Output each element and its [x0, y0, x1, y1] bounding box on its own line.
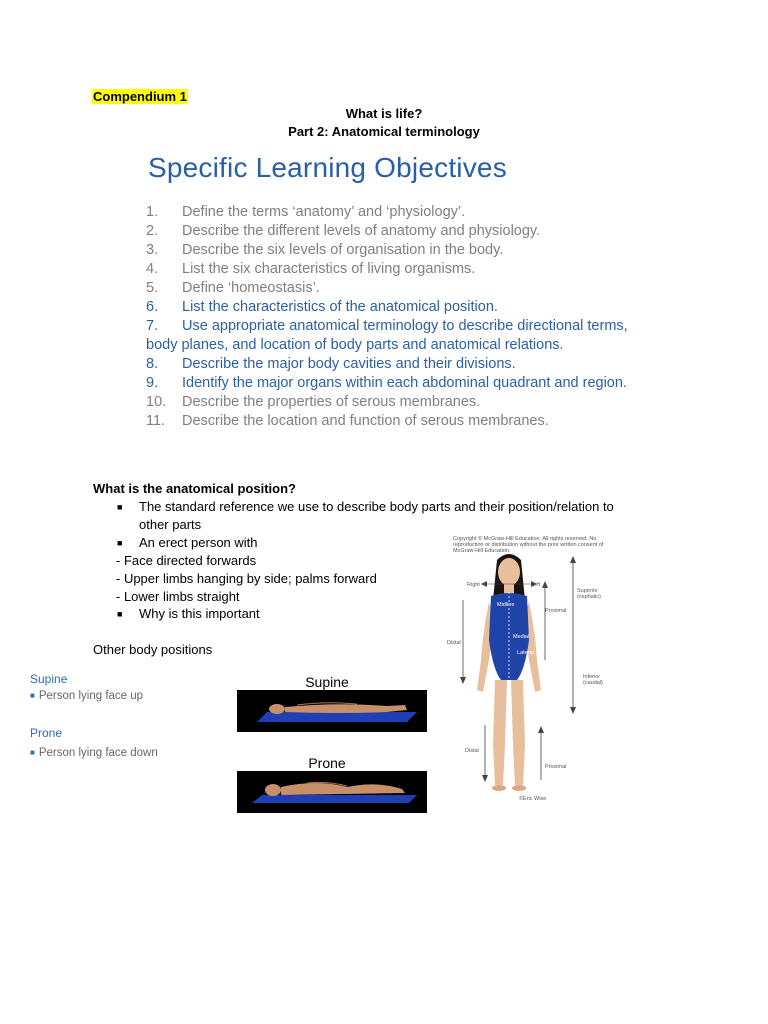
- prone-figure-illustration: [237, 771, 427, 813]
- dash-item-2: - Upper limbs hanging by side; palms forward: [116, 571, 377, 586]
- objective-item: [146, 241, 636, 260]
- objectives-heading: Specific Learning Objectives: [148, 152, 507, 183]
- supine-description-text: Person lying face up: [38, 690, 144, 702]
- bullet-1-text: The standard reference we use to describe body parts and their position/relation to: [139, 499, 614, 514]
- objective-item: [146, 355, 636, 374]
- square-bullet-icon: ■: [30, 748, 35, 757]
- label-superior: Superior (cephalic): [577, 588, 601, 600]
- bullet-square-icon: ■: [117, 538, 123, 548]
- other-positions-heading: Other body positions: [93, 642, 213, 657]
- objective-number: 9.: [146, 375, 159, 391]
- square-bullet-icon: ■: [30, 691, 35, 700]
- label-proximal-leg: Proximal: [545, 764, 567, 770]
- label-right: Right: [467, 582, 480, 588]
- dash-item-1: - Face directed forwards: [116, 553, 257, 568]
- objective-item: [146, 222, 636, 241]
- prone-caption: Prone: [308, 755, 346, 771]
- objective-number: 5.: [146, 280, 159, 296]
- compendium-highlight: Compendium 1: [93, 89, 187, 104]
- objective-text: Describe the different levels of anatomy and physiology.: [182, 223, 541, 239]
- bullet-item-1: [117, 498, 677, 516]
- objectives-list: [146, 203, 636, 431]
- objective-number: 6.: [146, 299, 159, 315]
- objective-text: List the six characteristics of living organisms.: [182, 261, 476, 277]
- supine-label: Supine: [30, 672, 68, 686]
- compendium-label: [92, 88, 188, 106]
- objective-number: 2.: [146, 223, 159, 239]
- anatomical-position-question: What is the anatomical position?: [93, 481, 296, 496]
- objective-text: List the characteristics of the anatomical position.: [182, 299, 498, 315]
- prone-image: [237, 771, 427, 813]
- prone-label: Prone: [30, 726, 63, 740]
- label-inferior: Inferior (caudal): [583, 674, 603, 686]
- label-proximal: Proximal: [545, 608, 567, 614]
- anatomical-position-figure: [445, 530, 635, 805]
- bullet-1-continuation: other parts: [139, 517, 202, 532]
- objective-number: 7.: [146, 318, 159, 334]
- objective-item: [146, 412, 636, 431]
- bullet-square-icon: ■: [117, 502, 123, 512]
- bullet-item-2: [117, 534, 258, 552]
- objective-text: Define ‘homeostasis’.: [182, 280, 320, 296]
- objective-item: [146, 260, 636, 279]
- label-left: Left: [531, 582, 541, 588]
- objective-item: [146, 393, 636, 412]
- dash-item-3: - Lower limbs straight: [116, 589, 240, 604]
- label-distal-leg: Distal: [465, 748, 479, 754]
- supine-image: [237, 690, 427, 732]
- objective-text: Identify the major organs within each abdominal quadrant and region.: [182, 375, 627, 391]
- objective-number: 4.: [146, 261, 159, 277]
- bullet-square-icon: ■: [117, 609, 123, 619]
- prone-description: [30, 747, 158, 759]
- objective-item: [146, 203, 636, 222]
- objective-number: 3.: [146, 242, 159, 258]
- objective-text: Describe the properties of serous membranes.: [182, 394, 481, 410]
- objective-item: [146, 279, 636, 298]
- objective-text: Describe the location and function of serous membranes.: [182, 413, 549, 429]
- label-distal: Distal: [447, 640, 461, 646]
- figure-illustration: [445, 530, 635, 805]
- page-subtitle: Part 2: Anatomical terminology: [288, 124, 480, 139]
- bullet-3-text: Why is this important: [139, 606, 260, 621]
- bullet-2-text: An erect person with: [139, 535, 258, 550]
- supine-caption: Supine: [305, 674, 349, 690]
- prone-description-text: Person lying face down: [38, 747, 158, 759]
- objective-number: 11.: [146, 413, 166, 429]
- label-midline: Midline: [497, 602, 515, 608]
- objective-text: Use appropriate anatomical terminology to describe directional terms, body planes, and location of body parts and anatomical relations.: [146, 318, 628, 353]
- label-lateral: Lateral: [517, 650, 534, 656]
- objective-number: 1.: [146, 204, 159, 220]
- objective-text: Define the terms ‘anatomy’ and ‘physiology’.: [182, 204, 466, 220]
- page-title: What is life?: [345, 106, 423, 121]
- figure-copyright: Copyright © McGraw-Hill Education. All rights reserved. No reproduction or distribution without the prior written consent of McGraw-Hill Education.: [453, 536, 604, 554]
- objective-text: Describe the six levels of organisation in the body.: [182, 242, 504, 258]
- supine-description: [30, 690, 143, 702]
- figure-credit: ©Eric Wise: [519, 796, 547, 802]
- label-medial: Medial: [513, 634, 530, 640]
- supine-figure-illustration: [237, 690, 427, 732]
- objective-item: [146, 317, 636, 355]
- objective-item: [146, 298, 636, 317]
- objective-number: 8.: [146, 356, 159, 372]
- bullet-item-3: [117, 605, 260, 623]
- objective-number: 10.: [146, 394, 167, 410]
- objective-text: Describe the major body cavities and their divisions.: [182, 356, 516, 372]
- objective-item: [146, 374, 636, 393]
